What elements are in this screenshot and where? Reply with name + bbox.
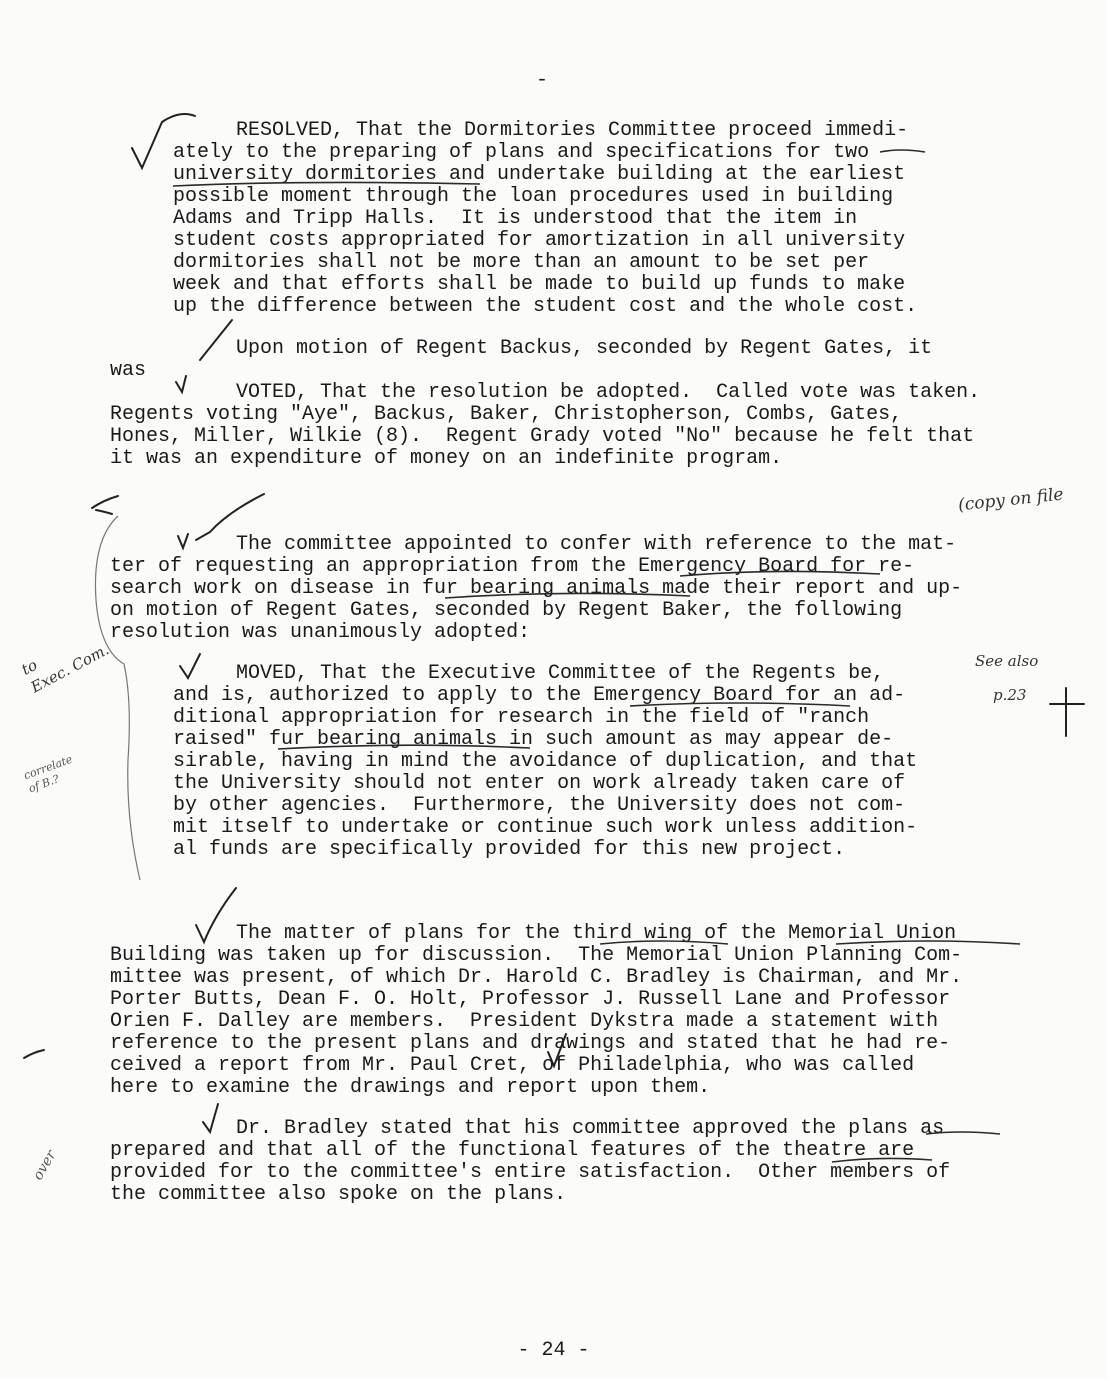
handwritten-note-see-also: See also (975, 652, 1039, 670)
text-line: Hones, Miller, Wilkie (8). Regent Grady voted "No" because he felt that (110, 425, 975, 448)
margin-arrow-icon (92, 496, 118, 514)
text-line: dormitories shall not be more than an amount to be set per (173, 251, 870, 274)
text-line: up the difference between the student cost and the whole cost. (173, 295, 918, 318)
text-line: sirable, having in mind the avoidance of duplication, and that (173, 750, 918, 773)
checkmark-icon (200, 320, 232, 360)
text-line: by other agencies. Furthermore, the University does not com- (173, 794, 906, 817)
checkmark-icon (180, 654, 200, 678)
text-line: al funds are specifically provided for this new project. (173, 838, 846, 861)
underline-mark (880, 150, 925, 152)
text-line: raised" fur bearing animals in such amount as may appear de- (173, 728, 894, 751)
top-mark: - (536, 69, 549, 92)
text-line: and is, authorized to apply to the Emergency Board for an ad- (173, 684, 906, 707)
text-line: The committee appointed to confer with reference to the mat- (236, 533, 957, 556)
text-line: the University should not enter on work already taken care of (173, 772, 906, 795)
text-line: reference to the present plans and drawings and stated that he had re- (110, 1032, 951, 1055)
text-line: VOTED, That the resolution be adopted. Called vote was taken. (236, 381, 981, 404)
text-line: Adams and Tripp Halls. It is understood that the item in (173, 207, 858, 230)
page-number: - 24 - (517, 1339, 590, 1362)
text-line: search work on disease in fur bearing animals made their report and up- (110, 577, 963, 600)
text-line: university dormitories and undertake building at the earliest (173, 163, 906, 186)
text-line: The matter of plans for the third wing of the Memorial Union (236, 922, 957, 945)
text-line: mittee was present, of which Dr. Harold C. Bradley is Chairman, and Mr. (110, 966, 963, 989)
handwritten-note-page-ref: p.23 (993, 686, 1027, 704)
text-line: MOVED, That the Executive Committee of the Regents be, (236, 662, 885, 685)
text-line: student costs appropriated for amortization in all university (173, 229, 906, 252)
text-line: week and that efforts shall be made to build up funds to make (173, 273, 906, 296)
text-line: Upon motion of Regent Backus, seconded by Regent Gates, it (236, 337, 933, 360)
text-line: it was an expenditure of money on an indefinite program. (110, 447, 783, 470)
text-line: Building was taken up for discussion. The Memorial Union Planning Com- (110, 944, 963, 967)
text-line: ter of requesting an appropriation from the Emergency Board for re- (110, 555, 915, 578)
checkmark-icon (176, 376, 186, 392)
checkmark-icon (203, 1104, 218, 1132)
text-line: Dr. Bradley stated that his committee approved the plans as (236, 1117, 945, 1140)
text-line: here to examine the drawings and report upon them. (110, 1076, 711, 1099)
handwritten-note-correlate: correlate of B.? (22, 752, 75, 796)
text-line: RESOLVED, That the Dormitories Committee proceed immedi- (236, 119, 909, 142)
text-line: Orien F. Dalley are members. President Dykstra made a statement with (110, 1010, 939, 1033)
text-line: resolution was unanimously adopted: (110, 621, 531, 644)
handwritten-note-copy-on-file: (copy on file (957, 484, 1065, 516)
plus-mark-icon (1050, 688, 1084, 736)
text-line: Regents voting "Aye", Backus, Baker, Christopherson, Combs, Gates, (110, 403, 903, 426)
checkmark-icon (178, 534, 188, 548)
text-line: ditional appropriation for research in the field of "ranch (173, 706, 870, 729)
handwritten-note-over: over (30, 1147, 60, 1183)
margin-dash-icon (24, 1050, 44, 1058)
text-line: provided for to the committee's entire satisfaction. Other members of (110, 1161, 951, 1184)
text-line: Porter Butts, Dean F. O. Holt, Professor J. Russell Lane and Professor (110, 988, 951, 1011)
checkmark-icon (196, 888, 236, 942)
text-line: mit itself to undertake or continue such work unless addition- (173, 816, 918, 839)
text-line: was (110, 359, 147, 382)
text-line: possible moment through the loan procedures used in building (173, 185, 894, 208)
handwritten-note-exec-com: to Exec. Com. (18, 640, 113, 697)
text-line: ately to the preparing of plans and specifications for two (173, 141, 870, 164)
text-line: on motion of Regent Gates, seconded by Regent Baker, the following (110, 599, 903, 622)
text-line: ceived a report from Mr. Paul Cret, of Philadelphia, who was called (110, 1054, 915, 1077)
text-line: the committee also spoke on the plans. (110, 1183, 567, 1206)
text-line: prepared and that all of the functional features of the theatre are (110, 1139, 915, 1162)
